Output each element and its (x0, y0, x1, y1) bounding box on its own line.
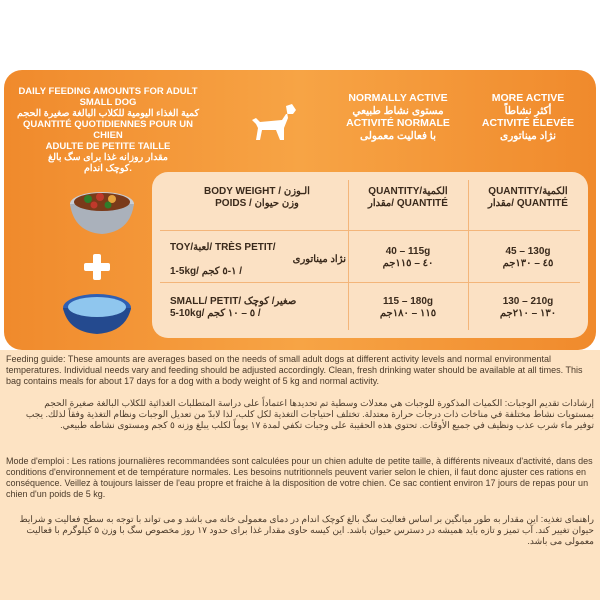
quantity-value: ٤٥ – ١٣٠جم (502, 258, 554, 269)
feeding-guide-fr: Mode d'emploi : Les rations journalières recommandées sont calculées pour un chien adulte de petite taille, à différents niveaux d'activité, dans des conditions d'environnement et de température normales. Les besoins nutritionnels peuvent varier selon le chien, il faut donc ajuster ces rations en conséquence. Veillez à toujours laisser de l'eau propre et fraiche à la disposition de votre chien. Ce sac contient environ 17 jours de repas pour un chien d'un poids de 5 kg. (6, 456, 593, 499)
title-line: مقدار روزانه غذا برای سگ بالغ (48, 152, 168, 163)
quantity-value: 130 – 210g (502, 296, 554, 307)
row-toy-normal (352, 246, 464, 270)
feeding-table (152, 172, 588, 338)
header-line: مستوى نشاط طبيعي (352, 104, 444, 117)
normally-active-header (338, 92, 458, 142)
title-line: كمية الغذاء اليومية للكلاب البالغة صغيرة الحجم (17, 108, 199, 119)
title-line: کوچک اندام. (84, 163, 132, 174)
row-toy-more (472, 246, 584, 270)
feeding-guide-fa: راهنمای تغذیه: این مقدار به طور میانگین بر اساس فعالیت سگ بالغ کوچک اندام در دمای معمولی خانه می باشد و می تواند با توجه به سطح فعالیت و شرایط حیوان تغییر کند. آب تمیز و تازه باید همیشه در دسترس حیوان باشد. این کیسه حاوی مقدار غذا برای حدود ۱۷ روز مخصوص سگ با وزن ۵ کیلوگرم با فعالیت معمولی می باشد. (19, 514, 594, 546)
row-label-line: 5-10kg/ ٥ – ١٠ كجم / (170, 308, 261, 319)
food-bowl-icon (66, 186, 138, 238)
row-label-line: TOY/لعبة/ TRÈS PETIT/ (170, 242, 276, 253)
title-line: QUANTITÉ QUOTIDIENNES POUR UN CHIEN (23, 119, 193, 141)
row-small-more (472, 296, 584, 320)
feeding-guide-en: Feeding guide: These amounts are averages based on the needs of small adult dogs at different activity levels and normal environmental temperatures. Individual needs vary and feeding should be adjusted accordingly. Clean, fresh drinking water should be available at all times. This bag contains meals for about 17 days for a dog with a body weight of 5 kg and normal activity. (6, 354, 583, 386)
header-line: MORE ACTIVE (491, 92, 565, 104)
header-line: با فعالیت معمولی (359, 129, 437, 142)
row-small-normal (352, 296, 464, 320)
row-label-line: 1-5kg/ ١-٥ كجم / (170, 266, 242, 277)
header-line: QUANTITY/الكمية (368, 186, 448, 197)
qty-more-header (472, 186, 584, 210)
row-toy-label (170, 242, 346, 278)
quantity-value: 45 – 130g (505, 246, 551, 257)
quantity-value: ١١٥ – ١٨٠جم (379, 308, 437, 319)
body-weight-header (172, 186, 342, 210)
header-line: مقدار/ QUANTITÉ (488, 198, 568, 209)
row-small-label (170, 296, 346, 320)
row-divider (160, 230, 580, 231)
header-line: POIDS / وزن حیوان (215, 198, 299, 209)
dog-icon (246, 100, 302, 148)
column-divider (468, 180, 469, 330)
quantity-value: ١٣٠ – ٢١٠جم (499, 308, 557, 319)
qty-normal-header (352, 186, 464, 210)
header-line: أكثر نشاطاً (504, 104, 552, 117)
feeding-guide-ar: إرشادات تقديم الوجبات: الكميات المذكورة للوجبات هي معدلات وسطية تم تحديدها اعتماداً على دراسة المتطلبات الغذائية للكلاب البالغة صغيرة الحجم بمستويات نشاط مختلفة في مناخات ذات درجات حرارة معتدلة. تختلف احتياجات التغذية لكل كلب، لذا لابدّ من تعديل الوجبات ونظام التغذية وفقاً لذلك. يجب توفير ماء شرب عذب ونظيف في جميع الأوقات. تحتوي هذه الحقيبة على وجبات تكفي لمدة ١٧ يوماً لكلب يبلغ وزنه ٥ كجم ومستوى نشاطه طبيعي. (25, 398, 594, 430)
header-line: مقدار/ QUANTITÉ (368, 198, 448, 209)
row-label-line: SMALL/ PETIT/ صغير/ كوچک (170, 296, 297, 307)
header-line: نژاد میناتوری (499, 129, 557, 142)
more-active-header (468, 92, 588, 142)
water-bowl-icon (60, 290, 134, 336)
feeding-guide-section (0, 350, 600, 600)
title-line: ADULTE DE PETITE TAILLE (45, 141, 171, 152)
header-line: ACTIVITÉ ÉLEVÉE (481, 117, 575, 129)
quantity-value: ٤٠ – ١١٥جم (382, 258, 434, 269)
header-line: BODY WEIGHT / الـوزن (204, 186, 310, 197)
title-line: SMALL DOG (79, 97, 137, 108)
row-label-line: نژاد میناتوری (292, 254, 346, 265)
header-line: QUANTITY/الكمية (488, 186, 568, 197)
quantity-value: 40 – 115g (385, 246, 431, 257)
quantity-value: 115 – 180g (382, 296, 434, 307)
column-divider (348, 180, 349, 330)
header-line: NORMALLY ACTIVE (348, 92, 448, 104)
plus-icon (82, 252, 112, 282)
row-divider (160, 282, 580, 283)
title-line: DAILY FEEDING AMOUNTS FOR ADULT (18, 86, 198, 97)
header-line: ACTIVITÉ NORMALE (346, 117, 450, 129)
feeding-amounts-title (8, 86, 208, 174)
